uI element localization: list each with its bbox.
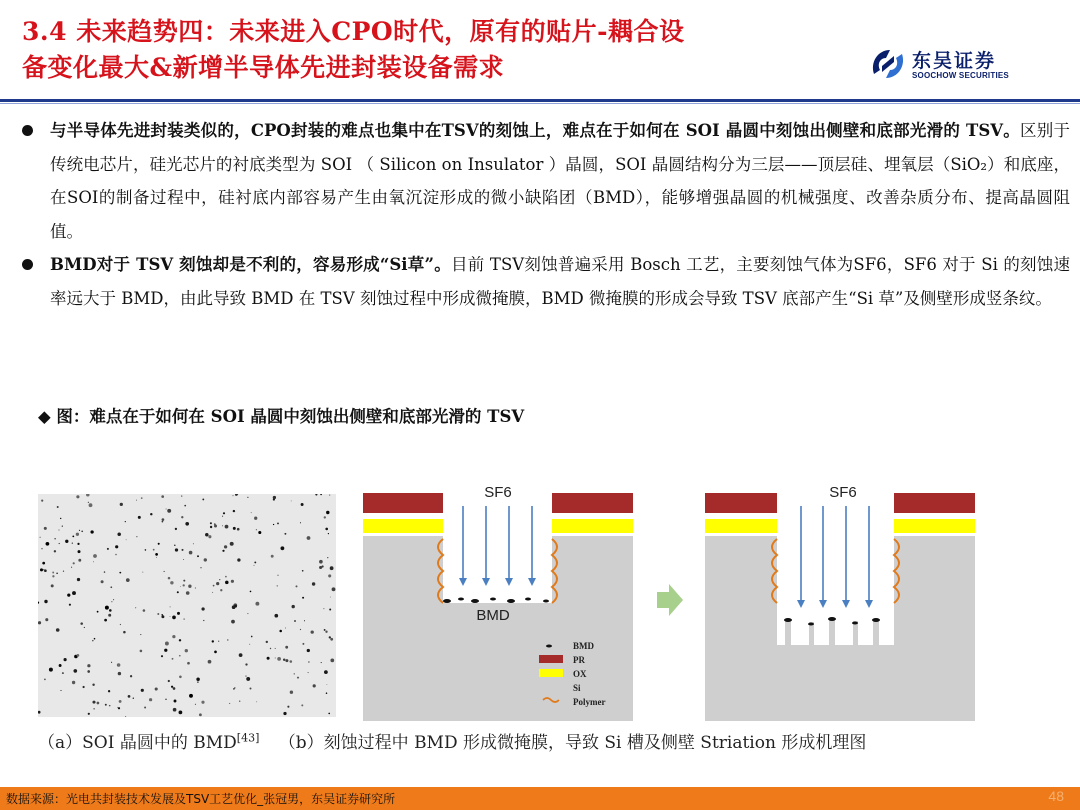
legend-item: OX xyxy=(573,669,587,679)
ox-layer xyxy=(894,519,975,533)
bullet-text: 目前 TSV刻蚀普遍采用 Bosch 工艺，主要刻蚀气体为SF6，SF6 对于 Si 的刻蚀速率远大于 BMD，由此导致 BMD 在 TSV 刻蚀过程中形成微掩膜，BMD 微掩膜的形成会导致 TSV 底部产生“Si 草”及侧壁形成竖条纹。 xyxy=(50,255,1071,308)
caption-a: （a）SOI 晶圆中的 BMD xyxy=(38,733,237,753)
bullet-item xyxy=(20,248,1070,315)
bmd-micrograph-speckles xyxy=(38,494,336,717)
soochow-logo xyxy=(868,44,1058,88)
sf6-label: SF6 xyxy=(484,484,512,501)
etch-panel-left xyxy=(363,484,633,721)
ox-layer xyxy=(552,519,633,533)
figure-captions xyxy=(38,728,1048,753)
pr-layer xyxy=(552,493,633,513)
header-rule-thin xyxy=(0,103,1080,104)
bullet-bold-text: BMD对于 TSV 刻蚀却是不利的，容易形成“Si草”。 xyxy=(50,255,451,274)
bmd-micrograph xyxy=(38,494,336,717)
bullet-item xyxy=(20,114,1070,248)
sf6-label: SF6 xyxy=(829,484,857,501)
legend-item: Si xyxy=(573,683,581,693)
legend-pr-swatch xyxy=(539,655,563,663)
legend-item: Polymer xyxy=(573,697,606,707)
logo-subtitle: SOOCHOW SECURITIES xyxy=(912,71,1009,80)
title-line-1: 3.4 未来趋势四：未来进入CPO时代，原有的贴片-耦合设 xyxy=(22,17,685,46)
page-number: 48 xyxy=(1048,788,1064,804)
process-arrow-icon xyxy=(657,584,683,616)
header-rule xyxy=(0,99,1080,102)
legend-item: PR xyxy=(573,655,585,665)
tsv-trench xyxy=(443,493,552,603)
legend-bmd-swatch xyxy=(546,645,552,648)
bmd-label: BMD xyxy=(476,607,510,624)
bullet-dot-icon xyxy=(22,259,33,270)
logo-name: 东吴证券 xyxy=(912,50,997,72)
si-top-layer xyxy=(894,513,975,519)
bullet-dot-icon xyxy=(22,125,33,136)
bullet-text: 区别于传统电芯片，硅光芯片的衬底类型为 SOI （ Silicon on Insulator ）晶圆，SOI 晶圆结构分为三层——顶层硅、埋氧层（SiO₂）和底座，在SOI的制备过程中，硅衬底内部容易产生由氧沉淀形成的微小缺陷团（BMD），能够增强晶圆的机械强度、改善杂质分布、提高晶圆阻值。 xyxy=(50,121,1070,241)
bullet-bold-text: 与半导体先进封装类似的，CPO封装的难点也集中在TSV的刻蚀上，难点在于如何在 SOI 晶圆中刻蚀出侧壁和底部光滑的 TSV。 xyxy=(50,121,1021,140)
bullet-list xyxy=(20,114,1070,315)
pr-layer xyxy=(363,493,443,513)
etch-panel-right xyxy=(705,484,975,721)
figure-title: ◆ 图：难点在于如何在 SOI 晶圆中刻蚀出侧壁和底部光滑的 TSV xyxy=(38,407,525,426)
data-source: 数据来源：光电共封装技术发展及TSV工艺优化_张冠男，东吴证券研究所 xyxy=(6,792,396,806)
ox-layer xyxy=(363,519,443,533)
legend-item: BMD xyxy=(573,641,594,651)
legend-ox-swatch xyxy=(539,669,563,677)
caption-b: （b）刻蚀过程中 BMD 形成微掩膜，导致 Si 槽及侧壁 Striation 形成机理图 xyxy=(278,733,867,753)
tsv-etch-diagram xyxy=(343,484,993,724)
title-line-2: 备变化最大&新增半导体先进封装设备需求 xyxy=(22,53,505,82)
pr-layer xyxy=(894,493,975,513)
si-top-layer xyxy=(552,513,633,519)
page-title xyxy=(22,14,842,86)
si-top-layer xyxy=(363,513,443,519)
caption-a-reference: [43] xyxy=(236,731,260,745)
soochow-logo-icon xyxy=(868,44,908,84)
